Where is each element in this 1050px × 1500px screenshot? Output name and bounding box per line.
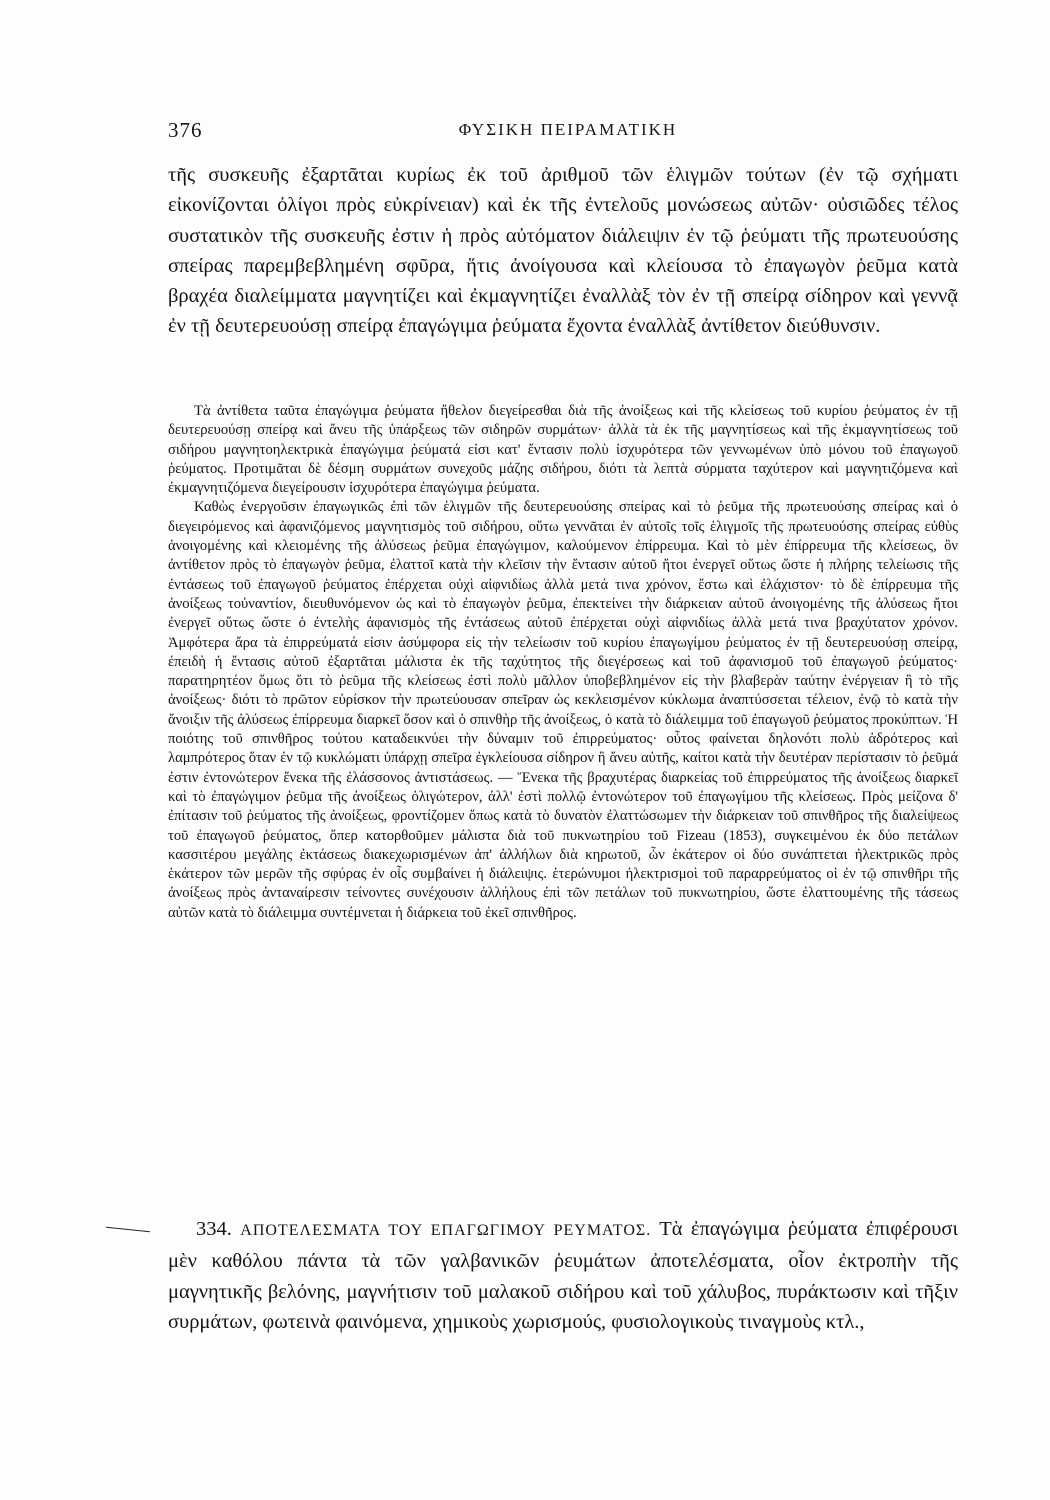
section-334	[168, 1214, 958, 1337]
page-number: 376	[168, 118, 203, 142]
section-paragraph	[168, 1214, 958, 1337]
page-header	[168, 118, 958, 148]
running-head: ΦΥΣΙΚΗ ΠΕΙΡΑΜΑΤΙΚΗ	[458, 120, 678, 139]
margin-pencil-mark	[106, 1227, 150, 1233]
small-paragraph-1: Τὰ ἀντίθετα ταῦτα ἐπαγώγιμα ῥεύματα ἤθελον διεγείρεσθαι διὰ τῆς ἀνοίξεως καὶ τῆς κλείσεως τοῦ κυρίου ῥεύματος ἐν τῇ δευτερευούσῃ σπείρᾳ καὶ ἄνευ τῆς ὑπάρξεως τῶν σιδηρῶν συρμάτων· ἀλλὰ τὰ ἐκ τῆς μαγνητίσεως καὶ τῆς ἐκμαγνητίσεως τοῦ σιδήρου μαγνητοηλεκτρικὰ ἐπαγώγιμα ῥεύματά εἰσι κατ' ἔντασιν πολὺ ἰσχυρότερα τῶν γεννωμένων ὑπὸ μόνου τοῦ ἐπαγωγοῦ ῥεύματος. Προτιμᾶται δὲ δέσμη συρμάτων συνεχοῦς μάζης σιδήρου, διότι τὰ λεπτὰ σύρματα ταχύτερον καὶ μαγνητιζόμενα καὶ ἐκμαγνητιζόμενα διεγείρουσιν ἰσχυρότερα ἐπαγώγιμα ῥεύματα.	[168, 403, 958, 497]
continuation-paragraph	[168, 160, 958, 342]
section-text: Τὰ ἐπαγώγιμα ῥεύματα ἐπιφέρουσι μὲν καθόλου πάντα τὰ τῶν γαλβανικῶν ῥευμάτων ἀποτελέσματα, οἷον ἐκτροπὴν τῆς μαγνητικῆς βελόνης, μαγνήτισιν τοῦ μαλακοῦ σιδήρου καὶ τοῦ χάλυβος, πυράκτωσιν καὶ τῆξιν συρμάτων, φωτεινὰ φαινόμενα, χημικοὺς χωρισμούς, φυσιολογικοὺς τιναγμοὺς κτλ.,	[168, 1218, 958, 1333]
continuation-text: τῆς συσκευῆς ἐξαρτᾶται κυρίως ἐκ τοῦ ἀριθμοῦ τῶν ἑλιγμῶν τούτων (ἐν τῷ σχήματι εἰκονίζονται ὀλίγοι πρὸς εὐκρίνειαν) καὶ ἐκ τῆς ἐντελοῦς μονώσεως αὐτῶν· οὐσιῶδες τέλος συστατικὸν τῆς συσκευῆς ἐστιν ἡ πρὸς αὐτόματον διάλειψιν ἐν τῷ ῥεύματι τῆς πρωτευούσης σπείρας παρεμβεβλημένη σφῦρα, ἥτις ἀνοίγουσα καὶ κλείουσα τὸ ἐπαγωγὸν ῥεῦμα κατὰ βραχέα διαλείμματα μαγνητίζει καὶ ἐκμαγνητίζει ἐναλλὰξ τὸν ἐν τῇ σπείρᾳ σίδηρον καὶ γεννᾷ ἐν τῇ δευτερευούσῃ σπείρᾳ ἐπαγώγιμα ῥεύματα ἔχοντα ἐναλλὰξ ἀντίθετον διεύθυνσιν.	[168, 164, 958, 338]
section-number: 334.	[196, 1218, 232, 1240]
small-print-block	[168, 402, 958, 923]
small-paragraph-2: Καθὼς ἐνεργοῦσιν ἐπαγωγικῶς ἐπὶ τῶν ἑλιγμῶν τῆς δευτερευούσης σπείρας καὶ τὸ ῥεῦμα τῆς πρωτευούσης σπείρας καὶ ὁ διεγειρόμενος καὶ ἀφανιζόμενος μαγνητισμὸς τοῦ σιδήρου, οὕτω γεννᾶται ἐν αὐτοῖς τοῖς ἑλιγμοῖς τῆς πρωτευούσης σπείρας εὐθὺς ἀνοιγομένης καὶ κλειομένης τῆς ἀλύσεως ῥεῦμα ἐπαγώγιμον, καλούμενον ἐπίρρευμα. Καὶ τὸ μὲν ἐπίρρευμα τῆς κλείσεως, ὂν ἀντίθετον πρὸς τὸ ἐπαγωγὸν ῥεῦμα, ἐλαττοῖ κατὰ τὴν κλεῖσιν τὴν ἔντασιν αὐτοῦ ἤτοι ἐνεργεῖ οὕτως ὥστε ἡ πλήρης τελείωσις τῆς ἐντάσεως τοῦ ἐπαγωγοῦ ῥεύματος ἐπέρχεται οὐχὶ αἰφνιδίως ἀλλὰ μετά τινα χρόνον, ἔστω καὶ ἐλάχιστον· τὸ δὲ ἐπίρρευμα τῆς ἀνοίξεως τοὐναντίον, διευθυνόμενον ὡς καὶ τὸ ἐπαγωγὸν ῥεῦμα, ἐπεκτείνει τὴν διάρκειαν αὐτοῦ ἀνοιγομένης τῆς ἀλύσεως ἤτοι ἐνεργεῖ οὕτως ὥστε ὁ ἐντελὴς ἀφανισμὸς τῆς ἐντάσεως αὐτοῦ ἐπέρχεται οὐχὶ αἰφνιδίως ἀλλὰ μετά τινα βραχύτατον χρόνον. Ἀμφότερα ἄρα τὰ ἐπιρρεύματά εἰσιν ἀσύμφορα εἰς τὴν τελείωσιν τοῦ κυρίου ἐπαγωγίμου ῥεύματος ἐν τῇ δευτερευούσῃ σπείρᾳ, ἐπειδὴ ἡ ἔντασις αὐτοῦ ἐξαρτᾶται μάλιστα ἐκ τῆς ταχύτητος τῆς διεγέρσεως καὶ τοῦ ἀφανισμοῦ τοῦ ἐπαγωγοῦ ῥεύματος· παρατηρητέον ὅμως ὅτι τὸ ῥεῦμα τῆς κλείσεως ἐστὶ πολὺ μᾶλλον ὑποβεβλημένον εἰς τὴν βλαβερὰν ταύτην ἐνέργειαν ἢ τὸ τῆς ἀνοίξεως· διότι τὸ πρῶτον εὑρίσκον τὴν πρωτεύουσαν σπεῖραν ὡς κεκλεισμένον κύκλωμα ἀναπτύσσεται τέλειον, ἐνῷ τὸ κατὰ τὴν ἄνοιξιν τῆς ἀλύσεως ἐπίρρευμα διαρκεῖ ὅσον καὶ ὁ σπινθὴρ τῆς ἀνοίξεως, ὁ κατὰ τὸ διάλειμμα τοῦ ἐπαγωγοῦ ῥεύματος προκύπτων. Ἡ ποιότης τοῦ σπινθῆρος τούτου καταδεικνύει τὴν δύναμιν τοῦ ἐπιρρεύματος· οὗτος φαίνεται δηλονότι πολὺ ἁδρότερος καὶ λαμπρότερος ὅταν ἐν τῷ κυκλώματι ὑπάρχῃ σπεῖρα ἐγκλείουσα σίδηρον ἢ ἄνευ αὐτῆς, καίτοι κατὰ τὴν δευτέραν περίστασιν τὸ ῥεῦμά ἐστιν ἐντονώτερον ἕνεκα τῆς ἐλάσσονος ἀντιστάσεως. — Ἕνεκα τῆς βραχυτέρας διαρκείας τοῦ ἐπιρρεύματος τῆς ἀνοίξεως διαρκεῖ καὶ τὸ ἐπαγώγιμον ῥεῦμα τῆς ἀνοίξεως ὀλιγώτερον, ἀλλ' ἐστὶ πολλῷ ἐντονώτερον τοῦ ἐπαγωγίμου τῆς κλείσεως. Πρὸς μείζονα δ' ἐπίτασιν τοῦ ῥεύματος τῆς ἀνοίξεως, φροντίζομεν ὅπως κατὰ τὸ δυνατὸν ἐλαττώσωμεν τὴν διάρκειαν τοῦ σπινθῆρος τῆς διαλείψεως τοῦ ἐπαγωγοῦ ῥεύματος, ὅπερ κατορθοῦμεν μάλιστα διὰ τοῦ πυκνωτηρίου τοῦ Fizeau (1853), συγκειμένου ἐκ δύο πετάλων κασσιτέρου μεγάλης ἐκτάσεως διακεχωρισμένων ἀπ' ἀλλήλων διὰ κηρωτοῦ, ὧν ἑκάτερον οἱ δύο συνάπτεται ἠλεκτρικῶς πρὸς ἑκάτερον τῶν μερῶν τῆς σφύρας ἐν οἷς συμβαίνει ἡ διάλειψις. ἑτερώνυμοι ἠλεκτρισμοὶ τοῦ παραρρεύματος οἱ ἐν τῷ σπινθῆρι τῆς ἀνοίξεως πρὸς ἀνταναίρεσιν τείνοντες συνέχουσιν ἀλλήλους ἐπὶ τῶν πετάλων τοῦ πυκνωτηρίου, ὥστε ἐλαττουμένης τῆς τάσεως αὐτῶν κατὰ τὸ διάλειμμα συντέμνεται ἡ διάρκεια τοῦ ἐκεῖ σπινθῆρος.	[168, 499, 958, 921]
section-title: ΑΠΟΤΕΛΕΣΜΑΤΑ ΤΟΥ ΕΠΑΓΩΓΙΜΟΥ ΡΕΥΜΑΤΟΣ.	[240, 1222, 652, 1239]
